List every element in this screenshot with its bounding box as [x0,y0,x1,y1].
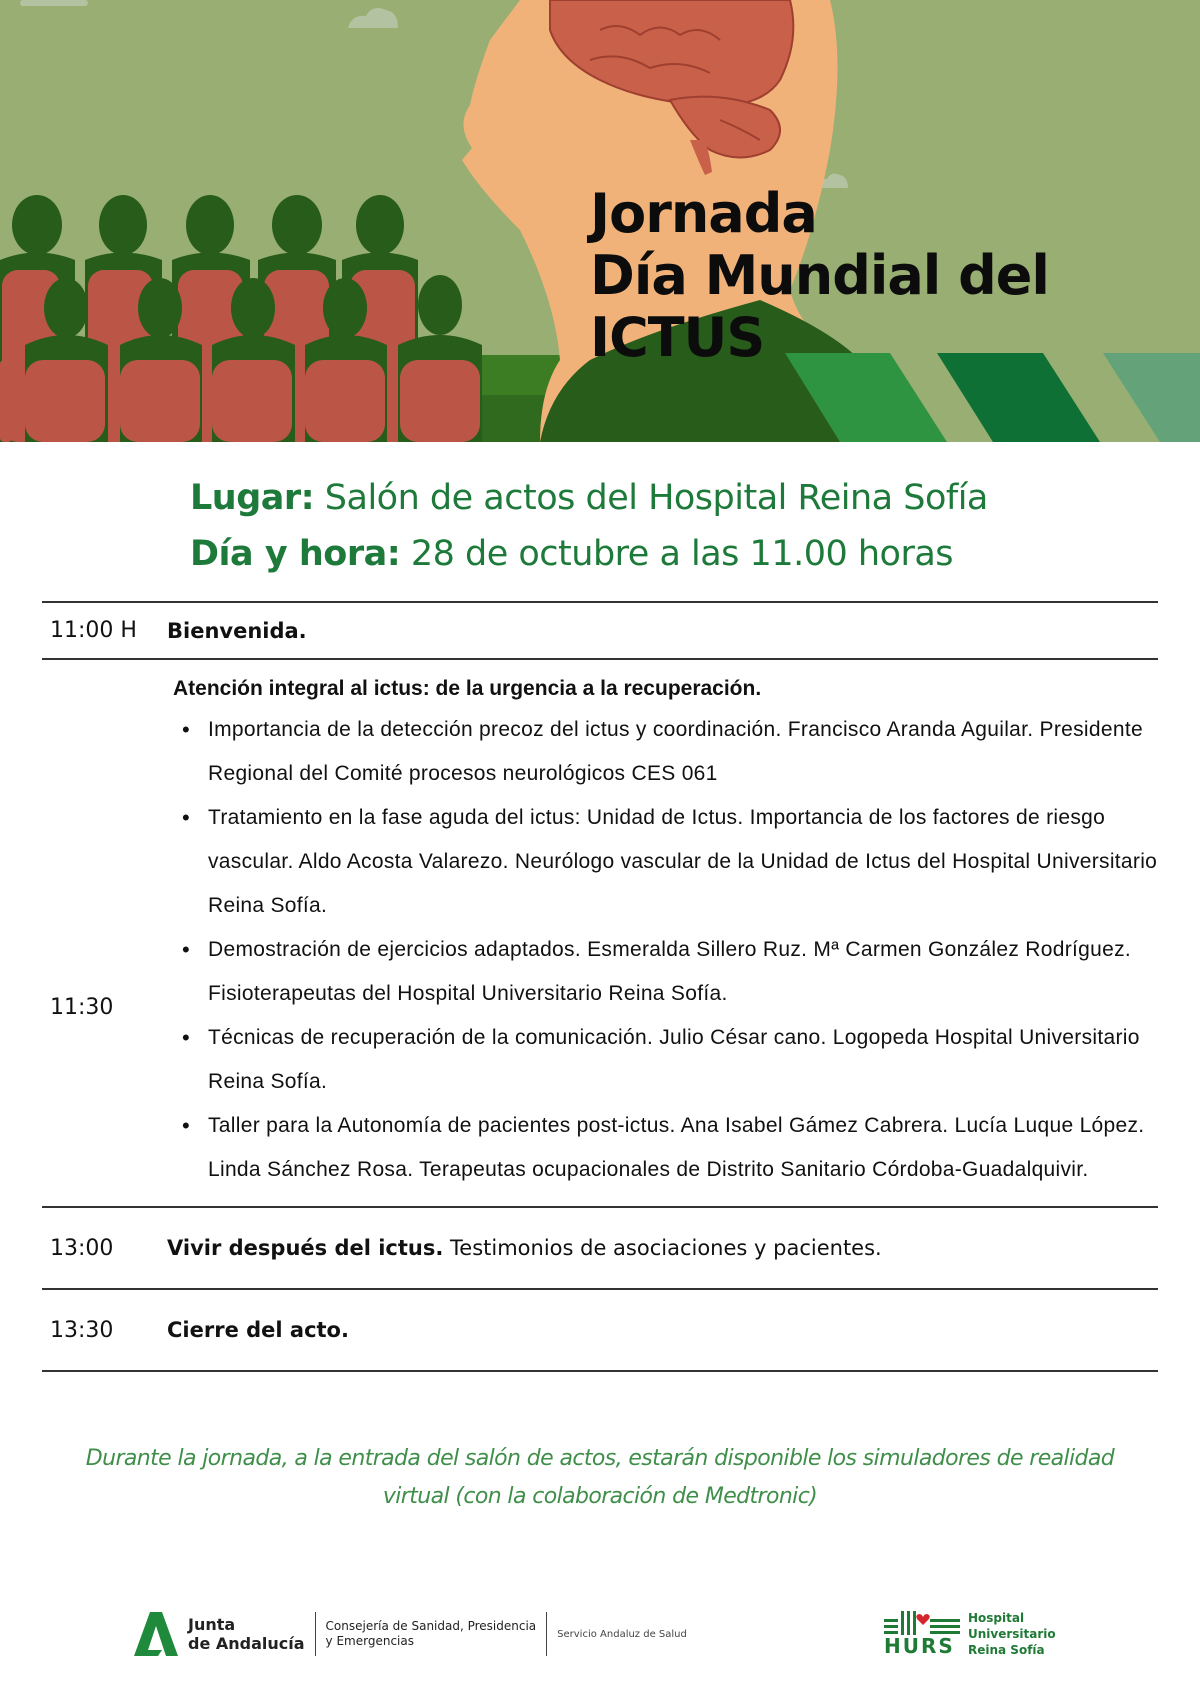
title-line-1: Jornada [590,182,817,245]
schedule-content [167,1318,1158,1342]
schedule-row [42,660,1158,1206]
schedule-detail: Testimonios de asociaciones y pacientes. [443,1236,882,1260]
title-line-2: Día Mundial del ICTUS [590,244,1049,369]
talk-item: • Tratamiento en la fase aguda del ictus: Unidad de Ictus. Importancia de los factores de riesgo vascular. Aldo Acosta Valarezo. Neurólogo vascular de la Unidad de Ictus del Hospital Universitario Reina Sofía. [182,796,1158,928]
junta-line-1: Junta [188,1615,236,1634]
schedule-time: 13:30 [50,1317,114,1343]
hurs-acronym: HURS [884,1634,955,1658]
event-title [590,183,1200,369]
schedule-content [167,1236,1158,1260]
schedule-time: 11:00 H [50,618,137,643]
schedule-row [42,603,1158,658]
schedule-title: Cierre del acto. [167,1318,349,1342]
divider [315,1612,316,1656]
audience-illustration [0,195,482,442]
schedule-title: Bienvenida. [167,618,307,643]
datetime-label: Día y hora: [190,534,401,574]
footer-logos [0,1600,1200,1680]
schedule-row [42,1290,1158,1370]
schedule-content [167,619,1158,643]
consejeria-line-2: y Emergencias [325,1634,414,1648]
schedule-table [42,601,1158,1372]
schedule-time: 11:30 [50,995,114,1020]
talk-item: • Técnicas de recuperación de la comunicación. Julio César cano. Logopeda Hospital Universitario Reina Sofía. [182,1016,1158,1104]
hurs-line-1: Hospital [968,1611,1025,1625]
junta-andalucia-logo [132,1610,687,1658]
hurs-logo [884,1610,1056,1658]
place-line [190,470,988,526]
divider [42,1370,1158,1372]
talk-item: • Importancia de la detección precoz del ictus y coordinación. Francisco Aranda Aguilar. Presidente Regional del Comité procesos neurológicos CES 061 [182,708,1158,796]
header-banner [0,0,1200,442]
place-value: Salón de actos del Hospital Reina Sofía [324,478,988,518]
junta-line-2: de Andalucía [188,1634,305,1653]
event-info [190,470,988,582]
divider [546,1612,547,1656]
vr-simulator-note: Durante la jornada, a la entrada del salón de actos, estarán disponible los simuladores de realidad virtual (con la colaboración de Medtronic) [85,1446,1115,1509]
place-label: Lugar: [190,478,315,518]
schedule-row [42,1208,1158,1288]
consejeria-line-1: Consejería de Sanidad, Presidencia [325,1619,537,1633]
talk-item: • Demostración de ejercicios adaptados. Esmeralda Sillero Ruz. Mª Carmen González Rodríguez. Fisioterapeutas del Hospital Universitario Reina Sofía. [182,928,1158,1016]
schedule-title: Atención integral al ictus: de la urgencia a la recuperación. [173,677,762,700]
junta-a-icon [132,1610,180,1658]
sas-label: Servicio Andaluz de Salud [557,1628,687,1640]
schedule-time: 13:00 [50,1235,114,1261]
talk-list [182,708,1158,1192]
datetime-line [190,526,988,582]
datetime-value: 28 de octubre a las 11.00 horas [410,534,954,574]
hurs-heart-icon [884,1611,960,1635]
hurs-line-2: Universitario [968,1627,1056,1641]
hurs-line-3: Reina Sofía [968,1643,1045,1657]
schedule-title: Vivir después del ictus. [167,1236,444,1260]
talk-item: • Taller para la Autonomía de pacientes post-ictus. Ana Isabel Gámez Cabrera. Lucía Luque López. Linda Sánchez Rosa. Terapeutas ocupacionales de Distrito Sanitario Córdoba-Guadalquivir. [182,1104,1158,1192]
